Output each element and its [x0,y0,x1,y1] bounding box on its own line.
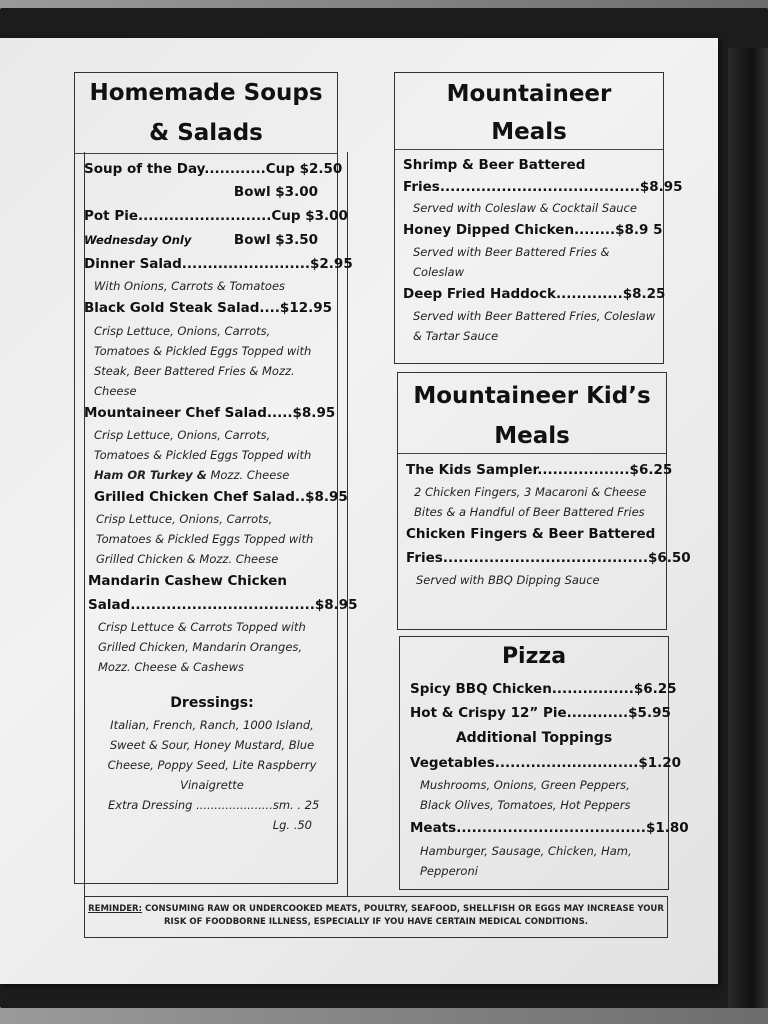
menu-item-kids-sampler: The Kids Sampler..................$6.25 [406,462,673,478]
menu-item-chicken-fingers-price: Fries........................................$6.50 [406,550,691,566]
dressings-list: Sweet & Sour, Honey Mustard, Blue [109,738,315,752]
dressings-title: Dressings: [170,695,254,711]
item-description: Served with BBQ Dipping Sauce [416,573,600,587]
extra-dressing-small: Extra Dressing .....................sm. . 25 [108,798,320,812]
chef-cheese-text: Mozz. Cheese [206,468,290,482]
menu-item-chef-salad: Mountaineer Chef Salad.....$8.95 [84,405,336,421]
menu-item-soup-bowl: Bowl $3.00 [233,184,318,200]
item-description: Crisp Lettuce & Carrots Topped with [98,620,306,634]
menu-item-shrimp-price: Fries.......................................$8.95 [403,179,683,195]
mountaineer-meals-list [395,150,683,346]
item-description: Hamburger, Sausage, Chicken, Ham, [420,844,632,858]
reminder-text-2: RISK OF FOODBORNE ILLNESS, ESPECIALLY IF YOU HAVE CERTAIN MEDICAL CONDITIONS. [164,917,588,927]
soups-salads-list [84,158,358,835]
item-description: & Tartar Sauce [413,329,499,343]
dressings-list: Italian, French, Ranch, 1000 Island, [110,718,314,732]
item-description: Coleslaw [413,265,464,279]
item-description: Black Olives, Tomatoes, Hot Peppers [420,798,631,812]
item-description: Crisp Lettuce, Onions, Carrots, [96,512,273,526]
section-title-line: Mountaineer [446,81,612,107]
menu-item-chicken-fingers: Chicken Fingers & Beer Battered [406,526,656,542]
item-description: Mushrooms, Onions, Green Peppers, [420,778,630,792]
menu-item-steak-salad: Black Gold Steak Salad....$12.95 [84,300,333,316]
menu-item-bbq-pizza: Spicy BBQ Chicken................$6.25 [410,681,677,697]
ham-turkey-text: Ham OR Turkey & [94,468,207,482]
menu-item-mandarin-salad: Mandarin Cashew Chicken [88,573,288,589]
item-description: Crisp Lettuce, Onions, Carrots, [94,428,271,442]
item-description: Pepperoni [420,864,478,878]
item-description: Tomatoes & Pickled Eggs Topped with [96,532,314,546]
additional-toppings-title: Additional Toppings [455,730,613,746]
menu-item-honey-chicken: Honey Dipped Chicken........$8.9 5 [403,222,663,238]
menu-item-meats: Meats.....................................$1.80 [410,820,689,836]
item-description: Bites & a Handful of Beer Battered Fries [414,505,645,519]
kids-meals-section [397,372,691,630]
section-title-line: & Salads [149,120,263,146]
menu-page [0,38,718,984]
dressings-list: Vinaigrette [180,778,244,792]
item-description: Served with Coleslaw & Cocktail Sauce [413,201,637,215]
menu-item-haddock: Deep Fried Haddock.............$8.25 [403,286,666,302]
extra-dressing-large: Lg. .50 [272,818,312,832]
section-title-line: Meals [491,119,567,145]
food-safety-reminder [84,896,668,938]
menu-item-pot-pie: Pot Pie..........................Cup $3.00 [84,208,348,224]
kids-meals-title [398,373,666,454]
reminder-label: REMINDER: [88,904,143,914]
item-description: Tomatoes & Pickled Eggs Topped with [94,344,312,358]
wednesday-only-label: Wednesday Only [84,233,192,247]
item-description: Served with Beer Battered Fries & [413,245,610,259]
mountaineer-meals-title [395,73,663,150]
item-description: Cheese [94,384,137,398]
pizza-title: Pizza [501,644,567,669]
menu-item-pot-pie-bowl: Bowl $3.50 [233,232,318,248]
section-title-line: Meals [494,423,570,449]
item-description: Grilled Chicken, Mandarin Oranges, [98,640,303,654]
item-description: Crisp Lettuce, Onions, Carrots, [94,324,271,338]
item-description: Mozz. Cheese & Cashews [98,660,244,674]
section-title-line: Homemade Soups [89,80,323,106]
section-title-line: Mountaineer Kid’s [413,383,651,409]
menu-item-mandarin-salad-price: Salad....................................$8.95 [88,597,358,613]
item-description: Served with Beer Battered Fries, Coleslaw [413,309,656,323]
pot-pie-bowl-row [84,229,340,252]
mountaineer-meals-section [394,72,683,364]
kids-meals-list [398,454,691,590]
pizza-list [400,677,689,881]
soups-salads-title [75,73,337,154]
menu-item-vegetables: Vegetables............................$1.20 [410,755,682,771]
item-description: 2 Chicken Fingers, 3 Macaroni & Cheese [414,485,647,499]
pizza-section [399,636,689,890]
menu-item-soup-of-day: Soup of the Day............Cup $2.50 [84,161,343,177]
menu-item-grilled-chicken-salad: Grilled Chicken Chef Salad..$8.95 [94,489,348,505]
menu-item-dinner-salad: Dinner Salad.........................$2.95 [84,256,353,272]
item-description: Tomatoes & Pickled Eggs Topped with [94,448,312,462]
menu-item-shrimp: Shrimp & Beer Battered [403,157,586,173]
item-description: Grilled Chicken & Mozz. Cheese [96,552,279,566]
item-description: Steak, Beer Battered Fries & Mozz. [94,364,295,378]
reminder-line-1 [85,903,667,916]
folder-edge [728,48,768,1008]
reminder-text-1: CONSUMING RAW OR UNDERCOOKED MEATS, POULTRY, SEAFOOD, SHELLFISH OR EGGS MAY INCREASE YOUR [142,904,664,914]
item-description [84,465,340,485]
item-description: With Onions, Carrots & Tomatoes [94,279,286,293]
menu-item-hot-crispy-pizza: Hot & Crispy 12” Pie............$5.95 [410,705,671,721]
dressings-list: Cheese, Poppy Seed, Lite Raspberry [107,758,317,772]
